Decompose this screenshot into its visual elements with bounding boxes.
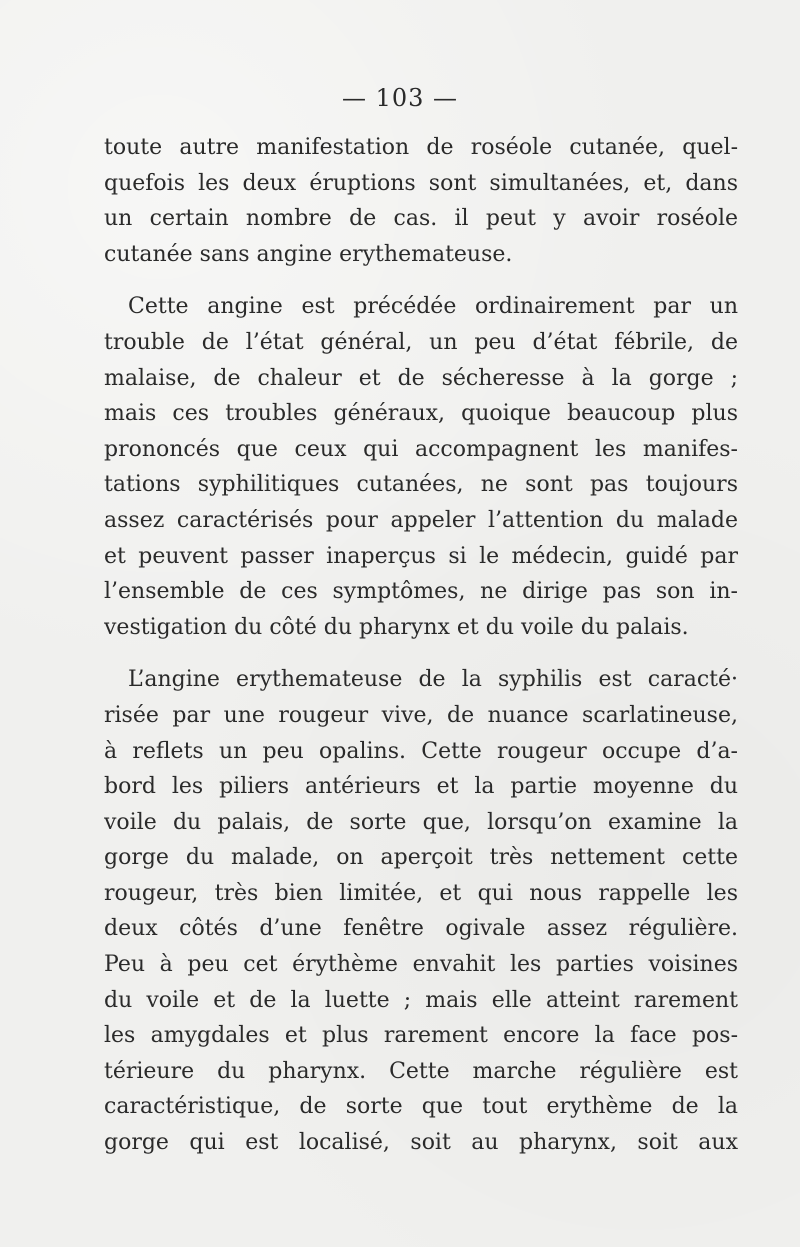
text-line: les amygdales et plus rarement encore la face pos- [104, 1023, 738, 1049]
text-line: l’ensemble de ces symptômes, ne dirige pas son in- [104, 579, 738, 605]
text-line: risée par une rougeur vive, de nuance scarlatineuse, [104, 702, 738, 728]
text-line: et peuvent passer inaperçus si le médecin, guidé par [104, 543, 738, 569]
paragraph-2 [104, 289, 738, 645]
text-line: malaise, de chaleur et de sécheresse à la gorge ; [104, 365, 738, 391]
text-line: un certain nombre de cas. il peut y avoir roséole [104, 206, 738, 232]
body-text [104, 130, 738, 1161]
text-line: toute autre manifestation de roséole cutanée, quel- [104, 135, 738, 160]
text-line: gorge qui est localisé, soit au pharynx, soit aux [104, 1130, 738, 1156]
text-line: trouble de l’état général, un peu d’état fébrile, de [104, 329, 738, 355]
text-line: caractéristique, de sorte que tout erythème de la [104, 1094, 738, 1120]
paragraph-3 [104, 662, 738, 1160]
text-line: gorge du malade, on aperçoit très nettement cette [104, 845, 738, 871]
text-line: rougeur, très bien limitée, et qui nous rappelle les [104, 880, 738, 906]
text-line: à reflets un peu opalins. Cette rougeur occupe d’a- [104, 738, 738, 764]
text-line: voile du palais, de sorte que, lorsqu’on examine la [104, 809, 738, 835]
page-number: — 103 — [341, 84, 459, 112]
text-line: tations syphilitiques cutanées, ne sont pas toujours [104, 472, 738, 498]
text-line: Cette angine est précédée ordinairement par un [128, 294, 738, 320]
text-line: L’angine erythemateuse de la syphilis est caracté· [128, 667, 738, 693]
paragraph-1 [104, 130, 738, 272]
text-line: cutanée sans angine erythemateuse. [104, 241, 513, 267]
text-line: deux côtés d’une fenêtre ogivale assez régulière. [104, 916, 738, 942]
text-line: mais ces troubles généraux, quoique beaucoup plus [104, 401, 738, 427]
text-line: assez caractérisés pour appeler l’attention du malade [104, 507, 738, 533]
text-line: quefois les deux éruptions sont simultanées, et, dans [104, 170, 738, 196]
text-line: bord les piliers antérieurs et la partie moyenne du [104, 774, 738, 800]
text-line: du voile et de la luette ; mais elle atteint rarement [104, 987, 738, 1013]
text-line: prononcés que ceux qui accompagnent les manifes- [104, 436, 738, 462]
text-line: vestigation du côté du pharynx et du voile du palais. [104, 614, 689, 640]
text-line: térieure du pharynx. Cette marche régulière est [104, 1058, 738, 1084]
text-line: Peu à peu cet érythème envahit les parties voisines [104, 952, 738, 978]
